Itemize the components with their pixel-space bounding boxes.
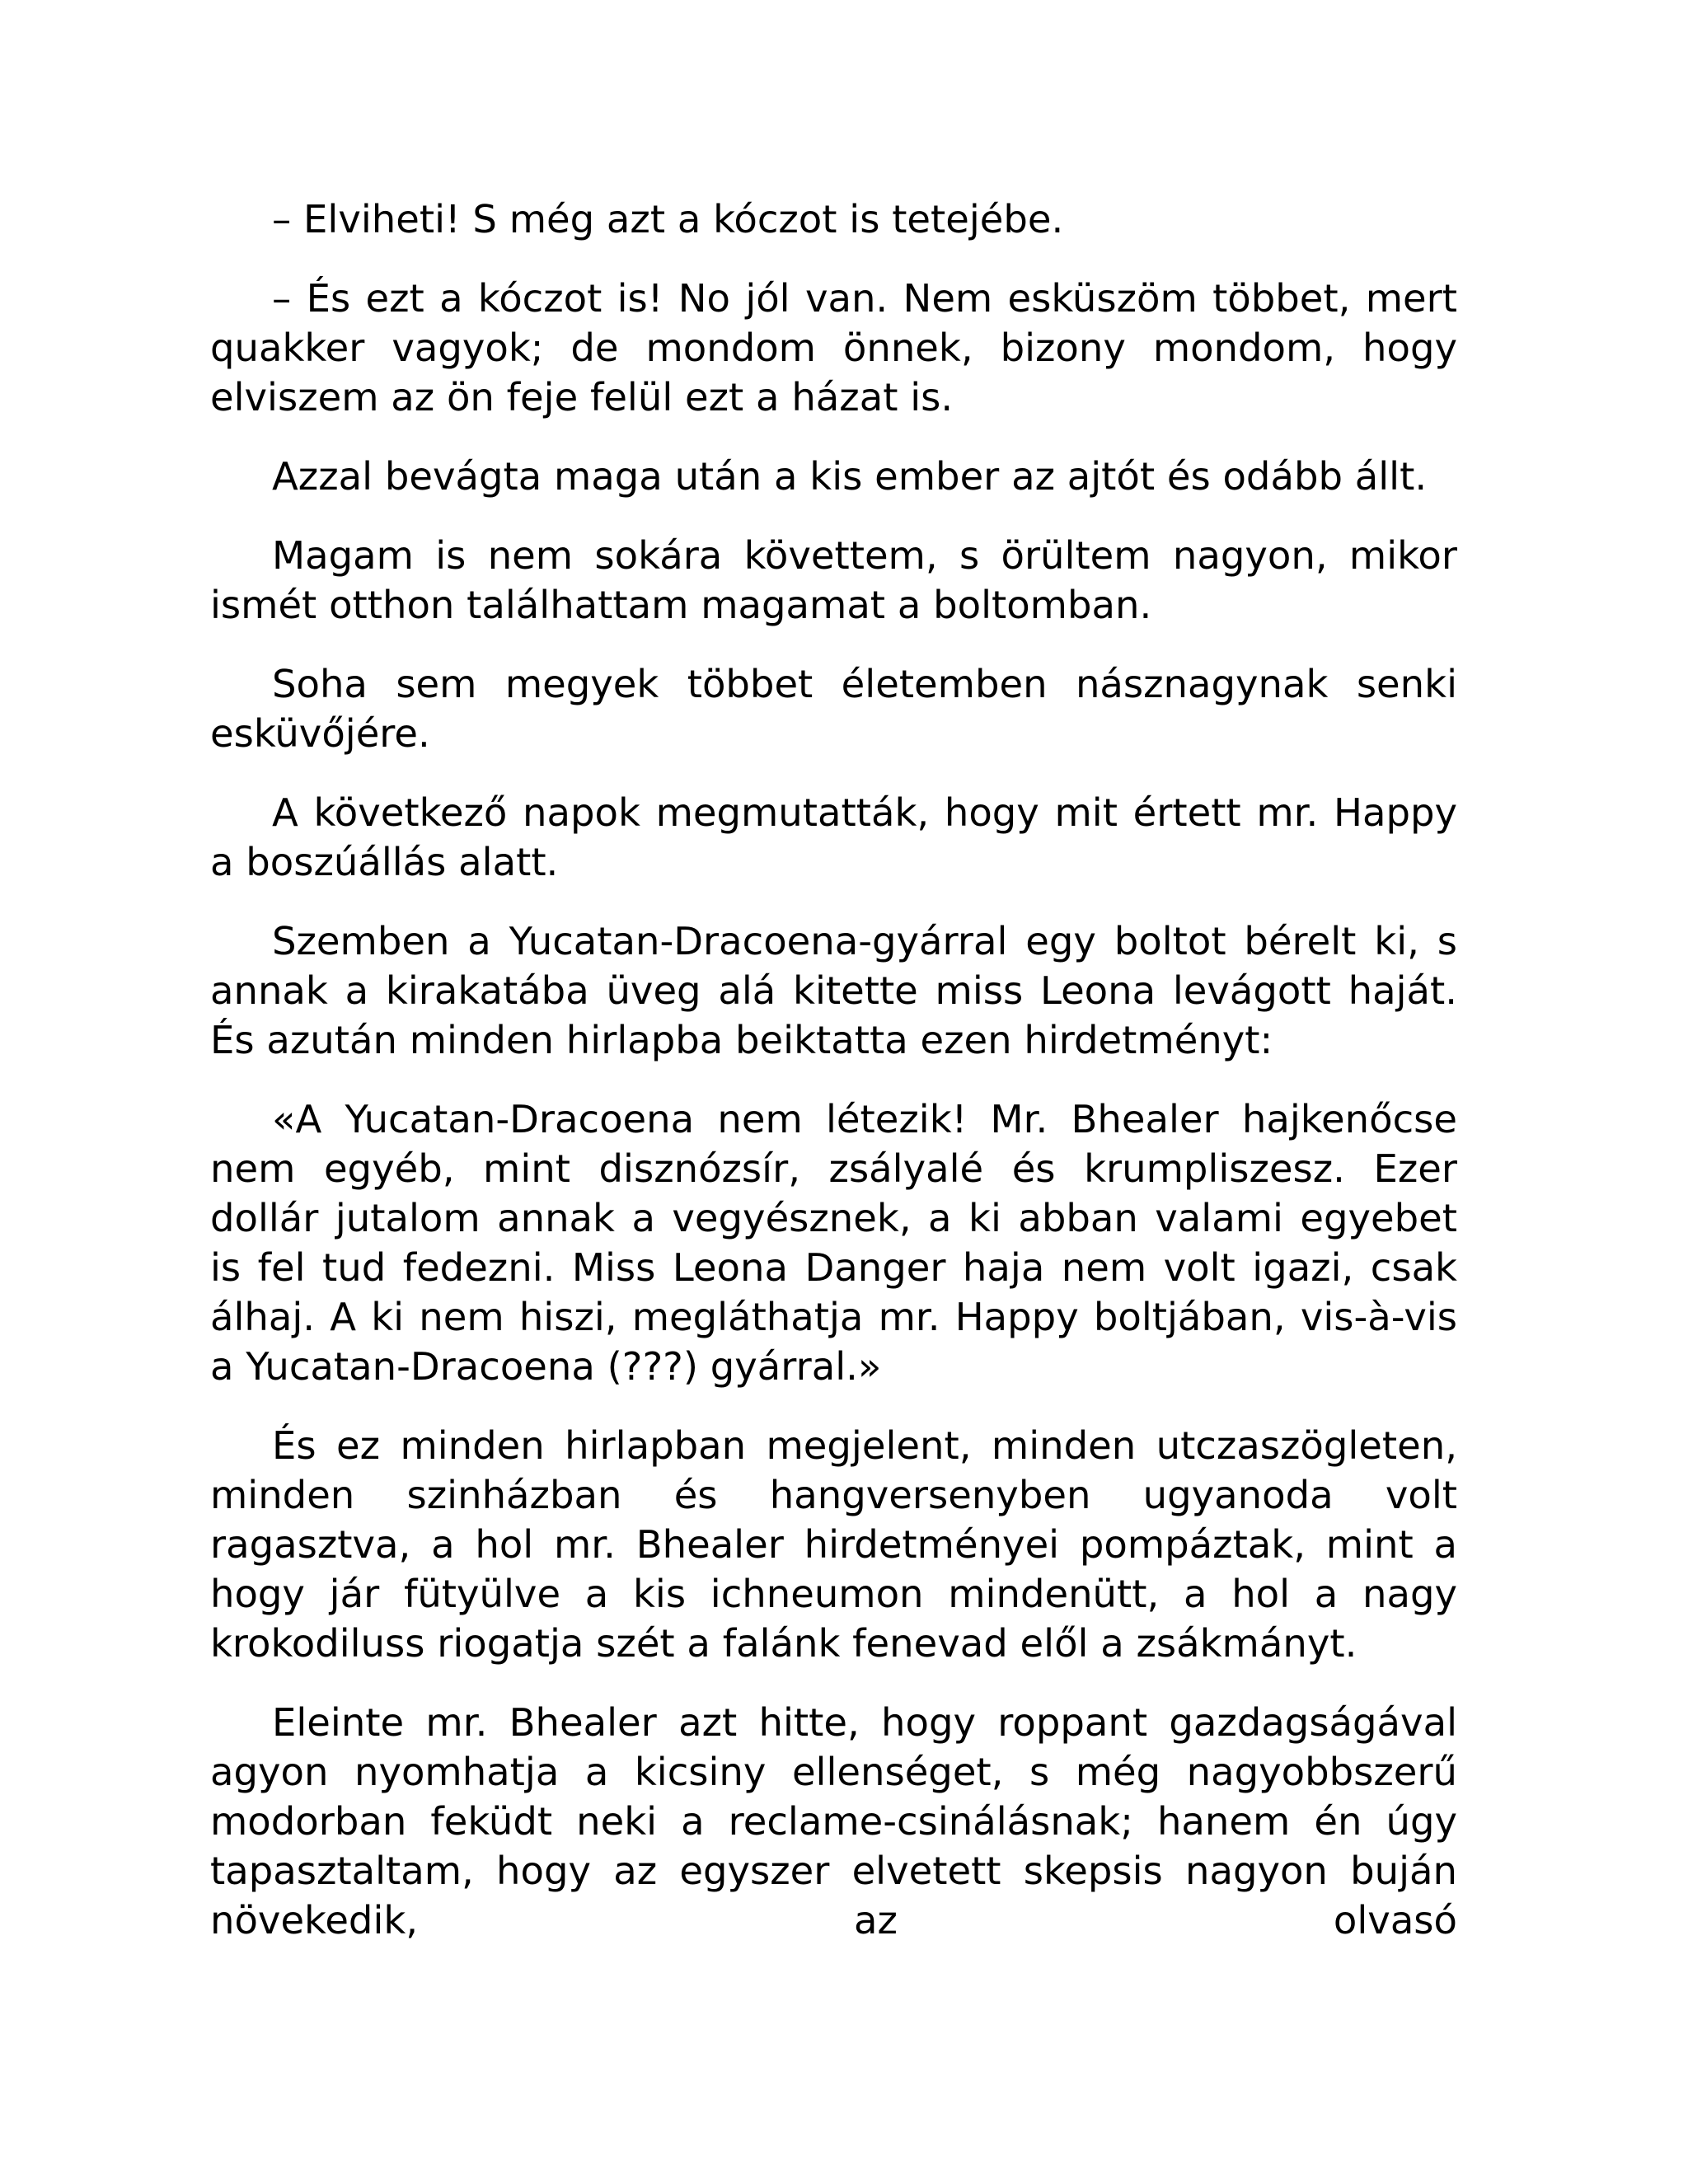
paragraph: – És ezt a kóczot is! No jól van. Nem esküszöm többet, mert quakker vagyok; de mondom önnek, bizony mondom, hogy elviszem az ön feje felül ezt a házat is.	[210, 276, 1457, 419]
paragraph: És ez minden hirlapban megjelent, minden utczaszögleten, minden szinházban és hangversenyben ugyanoda volt ragasztva, a hol mr. Bhealer hirdetményei pompáztak, mint a hogy jár fütyülve a kis ichneumon mindenütt, a hol a nagy krokodiluss riogatja szét a falánk fenevad elől a zsákmányt.	[210, 1423, 1457, 1666]
paragraph: «A Yucatan-Dracoena nem létezik! Mr. Bhealer hajkenőcse nem egyéb, mint disznózsír, zsályalé és krumpliszesz. Ezer dollár jutalom annak a vegyésznek, a ki abban valami egyebet is fel tud fedezni. Miss Leona Danger haja nem volt igazi, csak álhaj. A ki nem hiszi, megláthatja mr. Happy boltjában, vis-à-vis a Yucatan-Dracoena (???) gyárral.»	[210, 1097, 1457, 1389]
paragraph: Szemben a Yucatan-Dracoena-gyárral egy boltot bérelt ki, s annak a kirakatába üveg alá kitette miss Leona levágott haját. És azután minden hirlapba beiktatta ezen hirdetményt:	[210, 919, 1457, 1062]
paragraph: A következő napok megmutatták, hogy mit értett mr. Happy a boszúállás alatt.	[210, 790, 1457, 884]
paragraph: Eleinte mr. Bhealer azt hitte, hogy roppant gazdagságával agyon nyomhatja a kicsiny ellenséget, s még nagyobbszerű modorban feküdt neki a reclame-csinálásnak; hanem én úgy tapasztaltam, hogy az egyszer elvetett skepsis nagyon buján növekedik, az olvasó	[210, 1700, 1457, 1943]
paragraph: – Elviheti! S még azt a kóczot is tetejébe.	[272, 197, 1064, 241]
paragraph: Soha sem megyek többet életemben násznagynak senki esküvőjére.	[210, 662, 1457, 756]
page-text	[210, 194, 1457, 1945]
paragraph: Magam is nem sokára követtem, s örültem nagyon, mikor ismét otthon találhattam magamat a boltomban.	[210, 533, 1457, 627]
paragraph: Azzal bevágta maga után a kis ember az ajtót és odább állt.	[272, 454, 1428, 499]
